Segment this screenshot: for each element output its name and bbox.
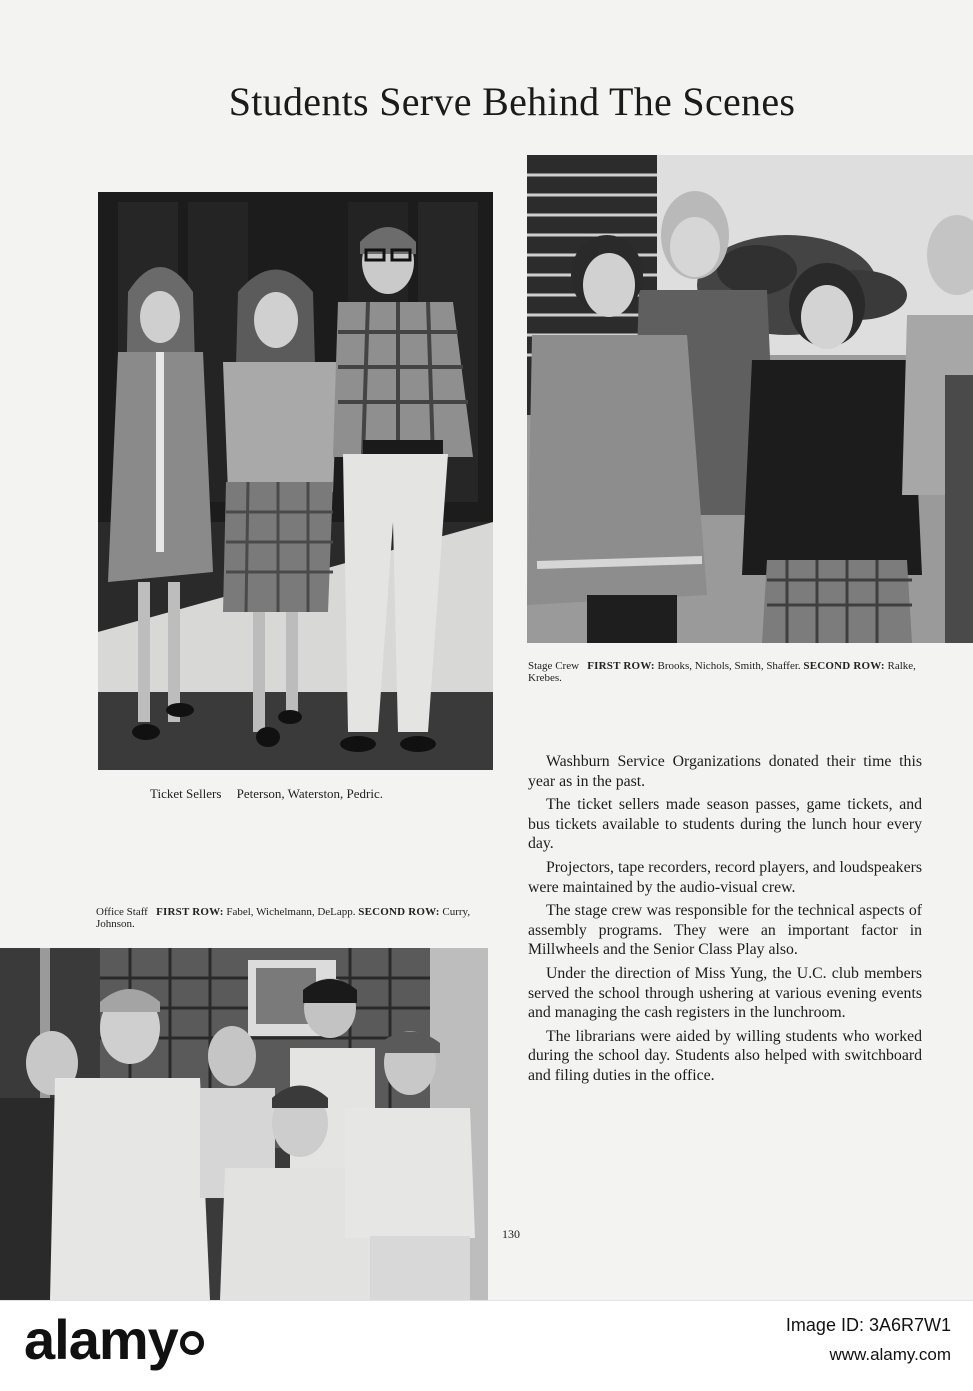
caption-row-label: SECOND ROW:: [803, 660, 885, 672]
logo-text: alamy: [24, 1308, 178, 1371]
page-number: 130: [502, 1227, 520, 1241]
stage-crew-caption: [528, 660, 928, 684]
caption-group: Ticket Sellers: [150, 786, 222, 801]
caption-names: Fabel, Wichelmann, DeLapp.: [226, 906, 356, 918]
stock-watermark-bar: [0, 1300, 973, 1391]
paragraph: Washburn Service Organizations donated their time this year as in the past.: [528, 753, 922, 790]
caption-names: Curry, Johnson.: [96, 906, 471, 930]
office-staff-photo: [0, 948, 488, 1300]
ticket-sellers-photo: [98, 192, 493, 770]
stage-crew-photo: [527, 155, 973, 643]
paragraph: Projectors, tape recorders, record players, and loudspeakers were maintained by the audio-visual crew.: [528, 858, 922, 896]
page-title: Students Serve Behind The Scenes: [228, 79, 796, 124]
logo-circle-icon: [180, 1331, 204, 1355]
caption-row-label: SECOND ROW:: [358, 906, 440, 918]
paragraph: The ticket sellers made season passes, game tickets, and bus tickets available to students during the lunch hour every day.: [528, 796, 922, 853]
paragraph: The librarians were aided by willing students who worked during the school day. Students also helped with switchboard and filing duties in the office.: [528, 1027, 922, 1084]
caption-names: Ralke, Krebes.: [528, 660, 916, 684]
article-body: [528, 752, 922, 1090]
paragraph: The stage crew was responsible for the technical aspects of assembly programs. They were an important factor in Millwheels and the Senior Class Play also.: [528, 902, 922, 959]
office-staff-caption: [96, 906, 496, 930]
alamy-logo: [24, 1307, 204, 1372]
caption-group: Office Staff: [96, 906, 148, 918]
caption-names: Peterson, Waterston, Pedric.: [236, 786, 384, 801]
caption-names: Brooks, Nichols, Smith, Shaffer.: [657, 660, 801, 672]
ticket-sellers-caption: [150, 788, 383, 800]
paragraph: Under the direction of Miss Yung, the U.C. club members served the school through ushering at various evening events and managing the cash registers in the lunchroom.: [528, 964, 922, 1022]
caption-group: Stage Crew: [528, 660, 580, 672]
site-url: www.alamy.com: [829, 1345, 951, 1364]
image-id: Image ID: 3A6R7W1: [785, 1315, 951, 1335]
caption-row-label: FIRST ROW:: [156, 906, 224, 918]
caption-row-label: FIRST ROW:: [587, 660, 655, 672]
